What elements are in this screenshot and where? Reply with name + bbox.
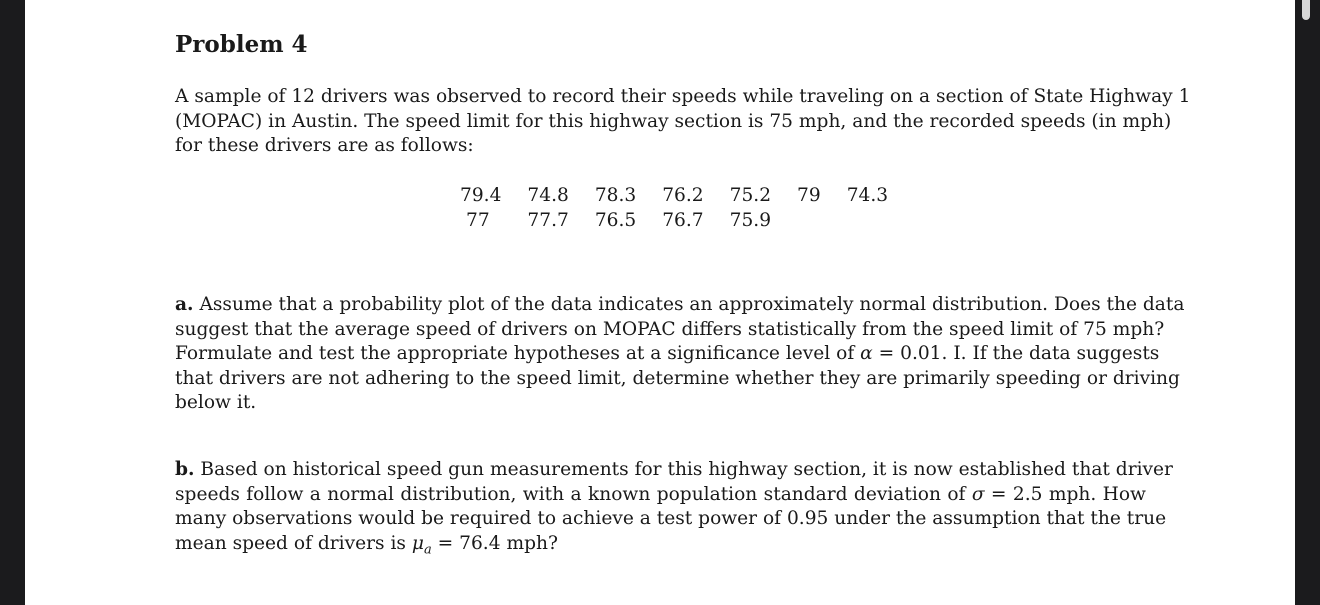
speed-value: 75.2 <box>729 185 772 206</box>
speed-data-table <box>460 184 901 233</box>
part-a-line: that drivers are not adhering to the speed limit, determine whether they are primarily speeding or driving <box>175 367 1180 389</box>
intro-paragraph <box>175 85 1191 159</box>
mu-symbol: μ <box>411 532 424 554</box>
part-a-paragraph <box>175 293 1185 416</box>
table-row <box>460 209 901 234</box>
alpha-symbol: α <box>860 343 873 365</box>
part-b-line <box>175 458 1173 483</box>
part-a-line: below it. <box>175 392 257 414</box>
part-a-label: a. <box>175 294 194 315</box>
speed-value: 78.3 <box>594 185 637 206</box>
mu-subscript: a <box>423 542 432 558</box>
part-b-text: Based on historical speed gun measurements for this highway section, it is now established that driver <box>200 459 1173 480</box>
speed-value: 74.3 <box>846 185 889 206</box>
part-a-text: = 0.01. I. If the data suggests <box>878 343 1160 365</box>
part-b-label: b. <box>175 459 195 480</box>
table-row <box>460 184 901 209</box>
part-b-line <box>175 483 1146 508</box>
speed-value: 76.2 <box>662 185 704 206</box>
speed-value: 76.7 <box>662 209 704 231</box>
scrollbar-track[interactable] <box>1295 0 1320 605</box>
problem-title: Problem 4 <box>175 31 308 58</box>
speed-value: 76.5 <box>594 209 637 231</box>
speed-value: 79.4 <box>460 185 502 206</box>
speed-value: 77 <box>466 209 490 231</box>
part-a-line: suggest that the average speed of drivers on MOPAC differs statistically from the speed limit of 75 mph? <box>175 318 1165 340</box>
part-a-text: Assume that a probability plot of the data indicates an approximately normal distribution. Does the data <box>199 294 1185 315</box>
document-page <box>25 0 1295 605</box>
part-b-text: speeds follow a normal distribution, with a known population standard deviation of <box>175 483 966 505</box>
part-b-text: = 76.4 mph? <box>437 532 558 554</box>
intro-line: for these drivers are as follows: <box>175 135 474 157</box>
part-a-line <box>175 293 1185 318</box>
speed-value: 79 <box>797 185 821 206</box>
part-b-line: many observations would be required to achieve a test power of 0.95 under the assumption that the true <box>175 508 1167 530</box>
part-a-line <box>175 342 1160 367</box>
scrollbar-thumb[interactable] <box>1302 0 1310 20</box>
intro-line: (MOPAC) in Austin. The speed limit for this highway section is 75 mph, and the recorded speeds (in mph) <box>175 110 1172 132</box>
intro-line: A sample of 12 drivers was observed to record their speeds while traveling on a section of State Highway 1 <box>175 86 1191 107</box>
part-b-text: = 2.5 mph. How <box>990 483 1146 505</box>
speed-value: 75.9 <box>729 209 772 231</box>
speed-value: 74.8 <box>527 185 569 206</box>
part-b-line <box>175 532 1146 563</box>
part-b-text: mean speed of drivers is <box>175 532 406 554</box>
part-a-text: Formulate and test the appropriate hypotheses at a significance level of <box>175 343 855 365</box>
speed-value: 77.7 <box>527 209 569 231</box>
sigma-symbol: σ <box>971 483 985 505</box>
part-b-paragraph <box>175 458 1173 563</box>
